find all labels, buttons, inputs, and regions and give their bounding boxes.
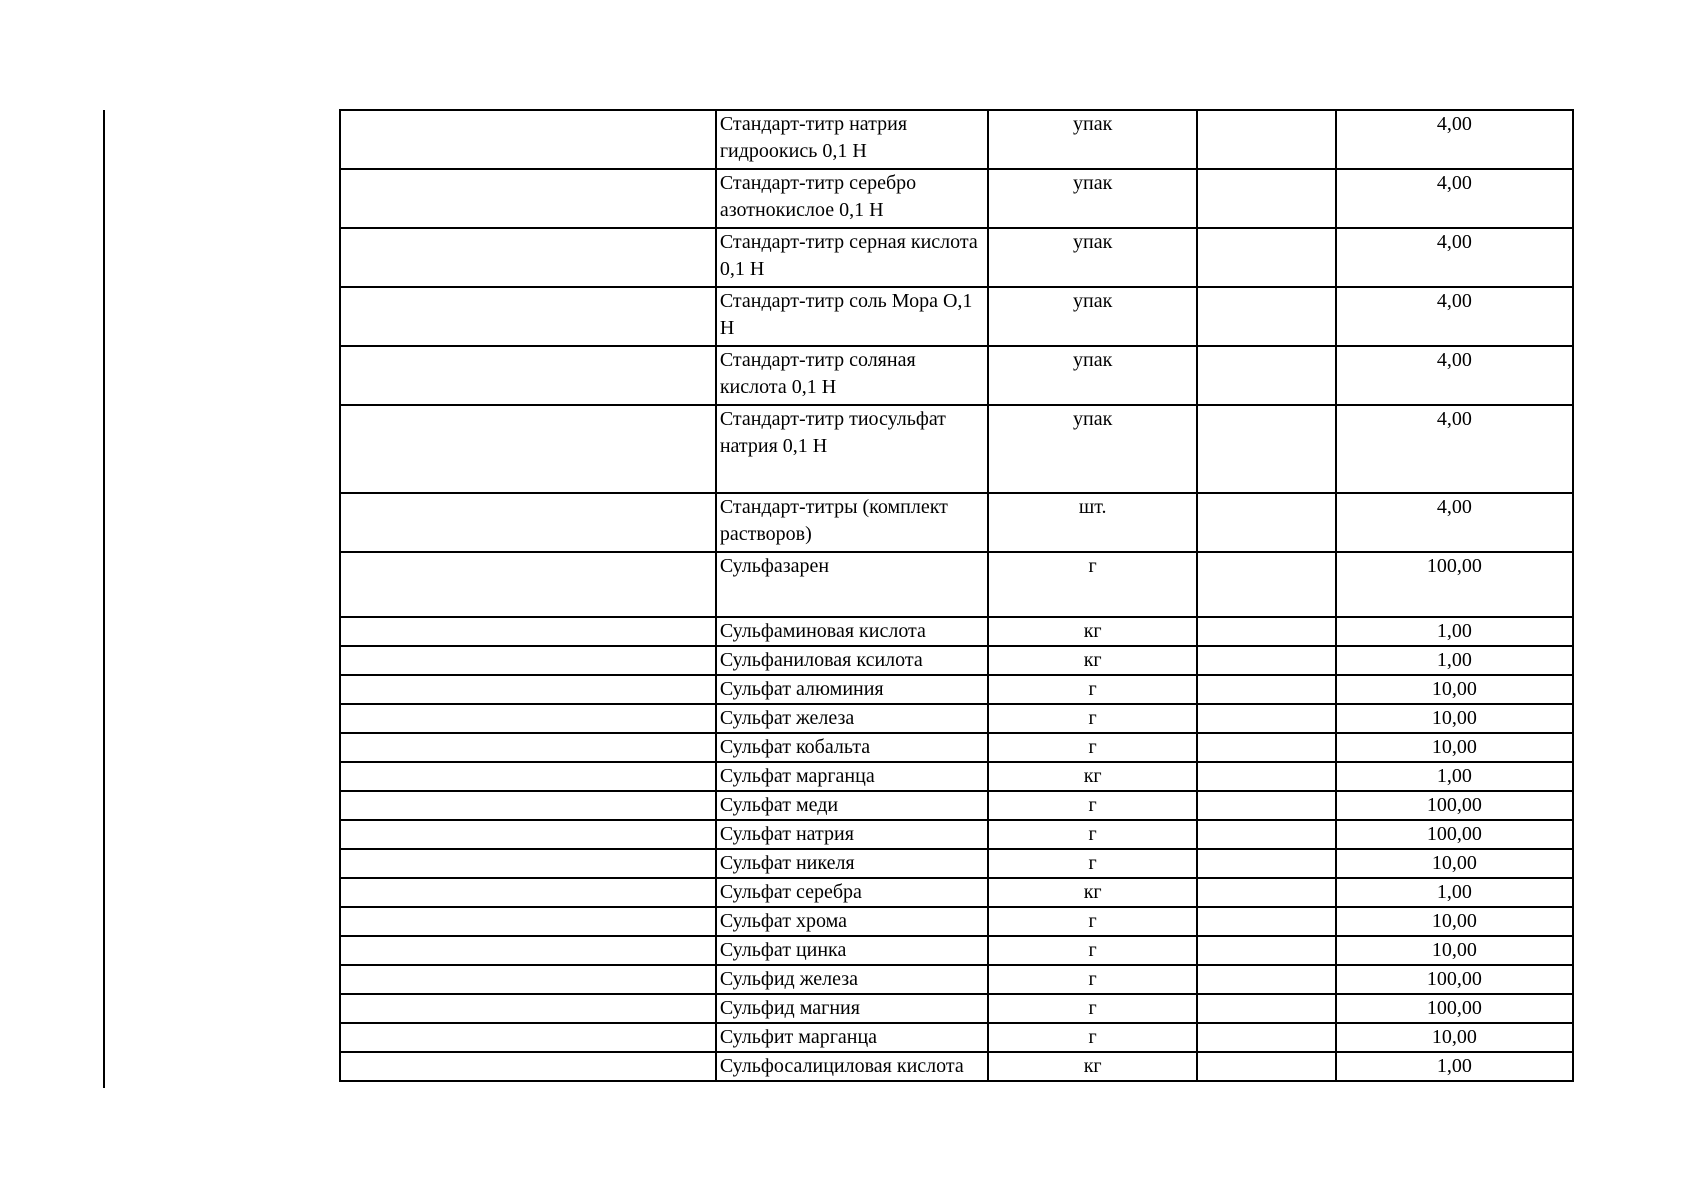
reagent-name-cell: Стандарт-титр натрия гидроокись 0,1 Н [716, 110, 988, 169]
reagent-name-cell: Стандарт-титр соль Мора O,1 Н [716, 287, 988, 346]
quantity-cell: 10,00 [1336, 733, 1573, 762]
empty-cell-left [340, 994, 716, 1023]
table-row [340, 169, 1573, 228]
reagent-name-cell: Сульфат марганца [716, 762, 988, 791]
reagent-name-cell: Сульфат меди [716, 791, 988, 820]
empty-cell-middle [1197, 493, 1336, 552]
table-row [340, 1052, 1573, 1081]
table-row [340, 1023, 1573, 1052]
empty-cell-middle [1197, 675, 1336, 704]
unit-cell: шт. [988, 493, 1197, 552]
empty-cell-left [340, 762, 716, 791]
reagent-name-cell: Сульфид железа [716, 965, 988, 994]
quantity-cell: 1,00 [1336, 762, 1573, 791]
quantity-cell: 10,00 [1336, 704, 1573, 733]
empty-cell-left [340, 646, 716, 675]
empty-cell-left [340, 965, 716, 994]
reagent-name-cell: Сульфат алюминия [716, 675, 988, 704]
reagent-name-cell: Сульфаминовая кислота [716, 617, 988, 646]
empty-cell-left [340, 346, 716, 405]
table-row [340, 762, 1573, 791]
quantity-cell: 10,00 [1336, 936, 1573, 965]
empty-cell-left [340, 849, 716, 878]
unit-cell: г [988, 791, 1197, 820]
empty-cell-middle [1197, 878, 1336, 907]
table-row [340, 287, 1573, 346]
empty-cell-left [340, 907, 716, 936]
empty-cell-left [340, 733, 716, 762]
table-row [340, 849, 1573, 878]
empty-cell-left [340, 675, 716, 704]
empty-cell-middle [1197, 994, 1336, 1023]
quantity-cell: 100,00 [1336, 965, 1573, 994]
empty-cell-left [340, 287, 716, 346]
empty-cell-left [340, 617, 716, 646]
empty-cell-middle [1197, 552, 1336, 617]
empty-cell-middle [1197, 646, 1336, 675]
reagents-table-body [340, 110, 1573, 1081]
unit-cell: кг [988, 878, 1197, 907]
empty-cell-left [340, 936, 716, 965]
quantity-cell: 100,00 [1336, 994, 1573, 1023]
reagent-name-cell: Стандарт-титр соляная кислота 0,1 Н [716, 346, 988, 405]
quantity-cell: 100,00 [1336, 820, 1573, 849]
empty-cell-middle [1197, 228, 1336, 287]
empty-cell-middle [1197, 704, 1336, 733]
unit-cell: г [988, 965, 1197, 994]
empty-cell-middle [1197, 762, 1336, 791]
reagent-name-cell: Сульфазарен [716, 552, 988, 617]
empty-cell-left [340, 704, 716, 733]
quantity-cell: 4,00 [1336, 493, 1573, 552]
table-row [340, 617, 1573, 646]
unit-cell: г [988, 1023, 1197, 1052]
unit-cell: г [988, 704, 1197, 733]
unit-cell: г [988, 820, 1197, 849]
quantity-cell: 100,00 [1336, 791, 1573, 820]
quantity-cell: 4,00 [1336, 405, 1573, 493]
empty-cell-left [340, 552, 716, 617]
empty-cell-middle [1197, 617, 1336, 646]
unit-cell: упак [988, 228, 1197, 287]
quantity-cell: 1,00 [1336, 617, 1573, 646]
quantity-cell: 4,00 [1336, 110, 1573, 169]
reagent-name-cell: Сульфат железа [716, 704, 988, 733]
reagent-name-cell: Сульфит марганца [716, 1023, 988, 1052]
table-row [340, 675, 1573, 704]
empty-cell-middle [1197, 936, 1336, 965]
unit-cell: упак [988, 405, 1197, 493]
table-row [340, 820, 1573, 849]
empty-cell-middle [1197, 1023, 1336, 1052]
table-row [340, 791, 1573, 820]
quantity-cell: 100,00 [1336, 552, 1573, 617]
empty-cell-left [340, 878, 716, 907]
unit-cell: кг [988, 1052, 1197, 1081]
reagent-name-cell: Сульфат серебра [716, 878, 988, 907]
empty-cell-middle [1197, 820, 1336, 849]
table-row [340, 493, 1573, 552]
empty-cell-middle [1197, 965, 1336, 994]
unit-cell: упак [988, 287, 1197, 346]
reagent-name-cell: Стандарт-титр серебро азотнокислое 0,1 Н [716, 169, 988, 228]
empty-cell-middle [1197, 169, 1336, 228]
empty-cell-left [340, 228, 716, 287]
table-row [340, 228, 1573, 287]
empty-cell-middle [1197, 733, 1336, 762]
empty-cell-left [340, 1052, 716, 1081]
reagent-name-cell: Стандарт-титры (комплект растворов) [716, 493, 988, 552]
table-row [340, 110, 1573, 169]
reagent-name-cell: Сульфат цинка [716, 936, 988, 965]
quantity-cell: 1,00 [1336, 646, 1573, 675]
unit-cell: кг [988, 762, 1197, 791]
reagent-name-cell: Сульфат хрома [716, 907, 988, 936]
table-row [340, 936, 1573, 965]
quantity-cell: 10,00 [1336, 849, 1573, 878]
reagent-name-cell: Сульфат кобальта [716, 733, 988, 762]
table-row [340, 965, 1573, 994]
empty-cell-left [340, 169, 716, 228]
empty-cell-middle [1197, 849, 1336, 878]
empty-cell-left [340, 1023, 716, 1052]
quantity-cell: 10,00 [1336, 907, 1573, 936]
left-margin-rule [103, 110, 105, 1088]
quantity-cell: 4,00 [1336, 346, 1573, 405]
unit-cell: кг [988, 617, 1197, 646]
reagent-name-cell: Стандарт-титр тиосульфат натрия 0,1 Н [716, 405, 988, 493]
unit-cell: кг [988, 646, 1197, 675]
table-row [340, 405, 1573, 493]
empty-cell-middle [1197, 110, 1336, 169]
empty-cell-middle [1197, 907, 1336, 936]
unit-cell: упак [988, 346, 1197, 405]
unit-cell: г [988, 849, 1197, 878]
quantity-cell: 4,00 [1336, 169, 1573, 228]
unit-cell: г [988, 994, 1197, 1023]
empty-cell-middle [1197, 791, 1336, 820]
table-row [340, 878, 1573, 907]
empty-cell-left [340, 110, 716, 169]
reagents-table [339, 109, 1574, 1082]
empty-cell-left [340, 405, 716, 493]
unit-cell: упак [988, 110, 1197, 169]
quantity-cell: 1,00 [1336, 1052, 1573, 1081]
reagent-name-cell: Сульфат никеля [716, 849, 988, 878]
empty-cell-middle [1197, 346, 1336, 405]
empty-cell-left [340, 791, 716, 820]
quantity-cell: 10,00 [1336, 675, 1573, 704]
table-row [340, 646, 1573, 675]
quantity-cell: 1,00 [1336, 878, 1573, 907]
reagent-name-cell: Стандарт-титр серная кислота 0,1 Н [716, 228, 988, 287]
unit-cell: г [988, 552, 1197, 617]
table-row [340, 346, 1573, 405]
unit-cell: г [988, 936, 1197, 965]
quantity-cell: 4,00 [1336, 228, 1573, 287]
unit-cell: упак [988, 169, 1197, 228]
empty-cell-left [340, 493, 716, 552]
unit-cell: г [988, 675, 1197, 704]
unit-cell: г [988, 733, 1197, 762]
reagent-name-cell: Сульфаниловая ксилота [716, 646, 988, 675]
empty-cell-left [340, 820, 716, 849]
unit-cell: г [988, 907, 1197, 936]
reagent-name-cell: Сульфат натрия [716, 820, 988, 849]
quantity-cell: 4,00 [1336, 287, 1573, 346]
quantity-cell: 10,00 [1336, 1023, 1573, 1052]
empty-cell-middle [1197, 1052, 1336, 1081]
empty-cell-middle [1197, 405, 1336, 493]
table-row [340, 907, 1573, 936]
table-row [340, 704, 1573, 733]
table-row [340, 994, 1573, 1023]
reagent-name-cell: Сульфосалициловая кислота [716, 1052, 988, 1081]
reagent-name-cell: Сульфид магния [716, 994, 988, 1023]
table-row [340, 552, 1573, 617]
table-row [340, 733, 1573, 762]
empty-cell-middle [1197, 287, 1336, 346]
